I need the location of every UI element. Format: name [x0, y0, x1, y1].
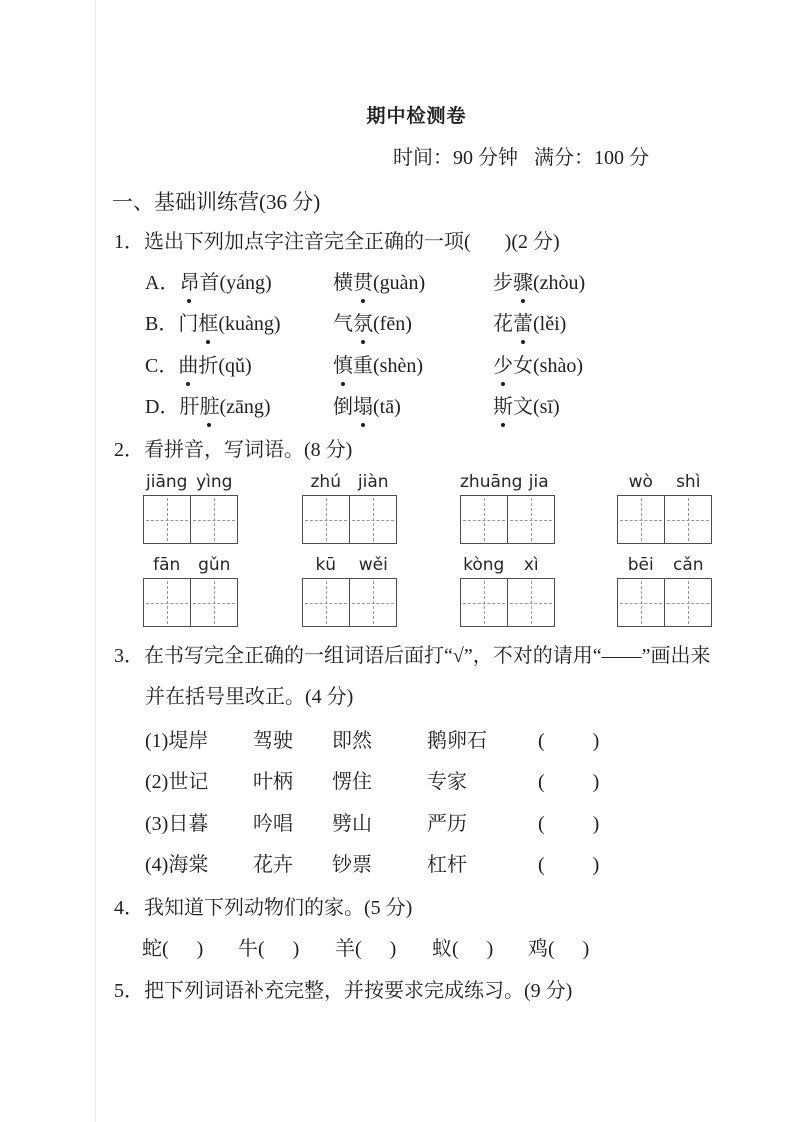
answer-blank	[545, 825, 593, 826]
q1-option-letter: A．	[145, 272, 180, 294]
dotted-character: 慎	[333, 353, 353, 380]
writing-cell	[349, 579, 396, 626]
time-limit-label: 时间：90 分钟	[393, 147, 518, 169]
q3-word: 叶柄	[253, 771, 293, 793]
pinyin-annotation: (guàn)	[373, 272, 426, 294]
q1-option-letter: B．	[145, 313, 179, 335]
character-writing-box	[143, 578, 238, 627]
writing-cell	[461, 579, 507, 626]
q3-word: 吟唱	[253, 813, 293, 835]
writing-cell	[507, 496, 554, 543]
answer-blank	[545, 742, 593, 743]
q3-correction-bracket: ( )	[538, 854, 600, 876]
pinyin-annotation: (lěi)	[533, 313, 567, 335]
q2-stem: 2．看拼音，写词语。(8 分)	[114, 439, 353, 461]
q3-correction-bracket: ( )	[538, 813, 600, 835]
dotted-character: 贯	[353, 270, 373, 297]
pinyin-label	[617, 555, 712, 575]
pinyin-syllable: jia	[528, 472, 549, 492]
page-title: 期中检测卷	[366, 106, 467, 127]
pinyin-annotation: (qǔ)	[218, 355, 252, 377]
pinyin-annotation: (zāng)	[219, 396, 271, 418]
character-writing-box	[302, 495, 397, 544]
writing-cell	[664, 579, 711, 626]
character-writing-box	[143, 495, 238, 544]
q1-stem-points: )(2 分)	[504, 231, 560, 253]
q1-stem-text: 1．选出下列加点字注音完全正确的一项(	[114, 231, 471, 253]
character-writing-box	[460, 578, 555, 627]
q3-word: 严历	[427, 813, 467, 835]
q1-option-item: C．曲折(qǔ)	[145, 353, 252, 380]
dotted-character: 框	[198, 311, 218, 338]
q3-word: 愣住	[332, 771, 372, 793]
writing-cell	[618, 579, 664, 626]
pinyin-syllable: jiàn	[357, 472, 389, 492]
q1-option-item: 气氛(fēn)	[333, 311, 412, 338]
pinyin-label	[302, 555, 397, 575]
q1-option-item: 步骤(zhòu)	[493, 270, 585, 297]
pinyin-syllable: cǎn	[672, 555, 704, 575]
q3-word: 鹅卵石	[427, 730, 487, 752]
pinyin-syllable: shì	[676, 472, 701, 492]
pinyin-syllable: yìng	[196, 472, 233, 492]
q4-stem: 4．我知道下列动物们的家。(5 分)	[114, 897, 413, 919]
q1-option-item: 花蕾(lěi)	[493, 311, 566, 338]
pinyin-syllable: fān	[153, 555, 181, 575]
writing-cell	[303, 579, 349, 626]
pinyin-syllable: kū	[315, 555, 337, 575]
dotted-character: 昂	[179, 270, 199, 297]
answer-blank	[459, 950, 487, 951]
exam-meta-line	[393, 145, 649, 172]
dotted-character: 塌	[353, 394, 373, 421]
writing-cell	[190, 579, 237, 626]
character-writing-box	[617, 578, 712, 627]
writing-cell	[507, 579, 554, 626]
pinyin-syllable: jiāng	[146, 472, 188, 492]
writing-cell	[349, 496, 396, 543]
page-scan-fold-line	[95, 0, 96, 1122]
writing-cell	[461, 496, 507, 543]
q1-option-item: 横贯(guàn)	[333, 270, 425, 297]
q4-animal-item: 蛇( )	[142, 938, 204, 960]
character-writing-box	[617, 495, 712, 544]
pinyin-label	[617, 472, 712, 492]
writing-cell	[664, 496, 711, 543]
dotted-character: 少	[493, 353, 513, 380]
answer-blank	[555, 950, 583, 951]
pinyin-syllable: zhú	[310, 472, 341, 492]
pinyin-label	[460, 472, 555, 492]
dotted-character: 斯	[493, 394, 513, 421]
writing-cell	[190, 496, 237, 543]
q1-option-letter: D．	[145, 396, 180, 418]
pinyin-syllable: bēi	[627, 555, 654, 575]
q4-animal-item: 牛( )	[238, 938, 300, 960]
pinyin-annotation: (yáng)	[219, 272, 272, 294]
q3-word: 杠杆	[427, 854, 467, 876]
answer-blank	[545, 866, 593, 867]
dotted-character: 蕾	[513, 311, 533, 338]
q1-option-item: D．肝脏(zāng)	[145, 394, 271, 421]
pinyin-annotation: (kuàng)	[218, 313, 281, 335]
q1-option-item: B．门框(kuàng)	[145, 311, 281, 338]
pinyin-label	[302, 472, 397, 492]
answer-blank	[545, 783, 593, 784]
q3-word: (4)海棠	[145, 854, 209, 876]
pinyin-annotation: (shào)	[533, 355, 583, 377]
q3-word: 即然	[332, 730, 372, 752]
pinyin-syllable: wò	[628, 472, 653, 492]
answer-blank	[362, 950, 390, 951]
pinyin-syllable: gǔn	[198, 555, 231, 575]
writing-cell	[144, 579, 190, 626]
dotted-character: 曲	[178, 353, 198, 380]
pinyin-syllable: wěi	[358, 555, 388, 575]
q3-word: (2)世记	[145, 771, 209, 793]
q1-option-item: 少女(shào)	[493, 353, 583, 380]
q4-animal-item: 蚁( )	[432, 938, 494, 960]
q1-stem	[114, 229, 560, 256]
pinyin-syllable: zhuāng	[460, 472, 523, 492]
answer-blank	[169, 950, 197, 951]
pinyin-annotation: (sī)	[533, 396, 560, 418]
q3-word-rows	[145, 728, 765, 898]
character-writing-box	[460, 495, 555, 544]
pinyin-annotation: (shèn)	[373, 355, 423, 377]
q3-word: 专家	[427, 771, 467, 793]
q1-option-item: A．昂首(yáng)	[145, 270, 272, 297]
q4-animal-row	[142, 936, 762, 966]
pinyin-label	[460, 555, 555, 575]
pinyin-label	[143, 472, 238, 492]
q4-animal-item: 羊( )	[335, 938, 397, 960]
character-writing-box	[302, 578, 397, 627]
q1-option-list	[145, 270, 765, 440]
q1-option-item: 斯文(sī)	[493, 394, 560, 421]
full-score-label: 满分：100 分	[534, 147, 649, 169]
q1-answer-blank	[471, 243, 505, 244]
dotted-character: 氛	[353, 311, 373, 338]
pinyin-annotation: (zhòu)	[533, 272, 586, 294]
writing-cell	[303, 496, 349, 543]
pinyin-annotation: (tā)	[373, 396, 401, 418]
q4-animal-item: 鸡( )	[528, 938, 590, 960]
writing-cell	[144, 496, 190, 543]
q3-stem-line1: 3．在书写完全正确的一组词语后面打“√”，不对的请用“——”画出来	[114, 645, 711, 667]
writing-cell	[618, 496, 664, 543]
dotted-character: 骤	[513, 270, 533, 297]
pinyin-syllable: kòng	[463, 555, 505, 575]
pinyin-syllable: xì	[523, 555, 539, 575]
q3-word: 花卉	[253, 854, 293, 876]
q3-word: 劈山	[332, 813, 372, 835]
pinyin-annotation: (fēn)	[373, 313, 412, 335]
q1-option-item: 倒塌(tā)	[333, 394, 401, 421]
section-one-heading: 一、基础训练营(36 分)	[112, 190, 321, 214]
q3-word: 驾驶	[253, 730, 293, 752]
q3-stem-line2: 并在括号里改正。(4 分)	[145, 686, 354, 708]
q1-option-letter: C．	[145, 355, 179, 377]
pinyin-label	[143, 555, 238, 575]
dotted-character: 脏	[199, 394, 219, 421]
q1-option-item: 慎重(shèn)	[333, 353, 423, 380]
q5-stem: 5．把下列词语补充完整，并按要求完成练习。(9 分)	[114, 980, 573, 1002]
q3-word: 钞票	[332, 854, 372, 876]
q3-correction-bracket: ( )	[538, 730, 600, 752]
q3-word: (3)日暮	[145, 813, 209, 835]
answer-blank	[265, 950, 293, 951]
q3-word: (1)堤岸	[145, 730, 209, 752]
q3-correction-bracket: ( )	[538, 771, 600, 793]
